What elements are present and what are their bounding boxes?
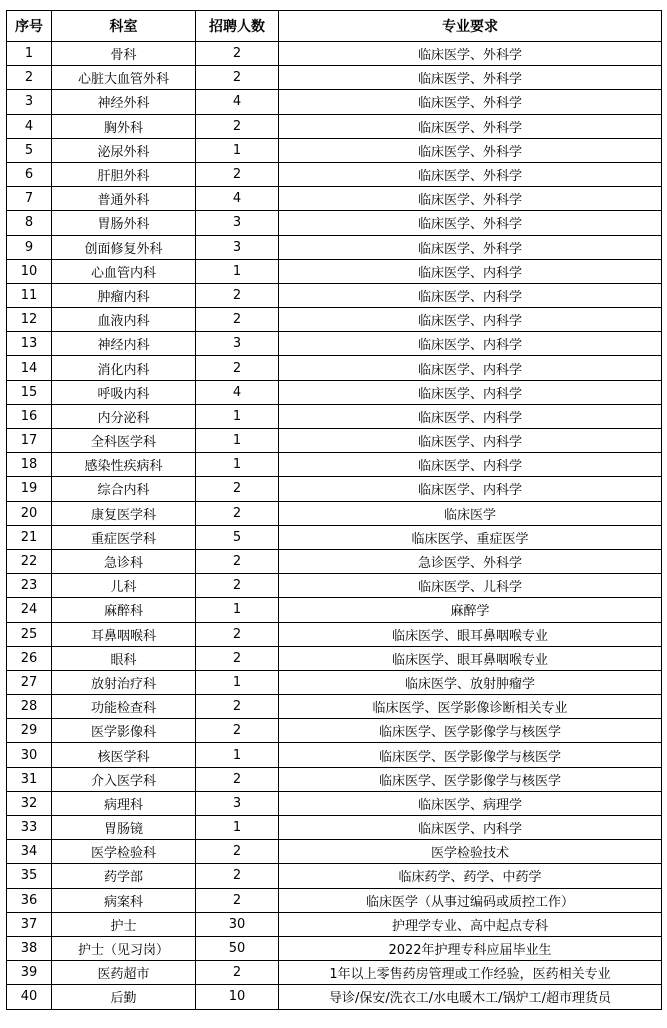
table-row (7, 114, 662, 138)
cell-department: 内分泌科 (52, 404, 196, 428)
cell-department: 胸外科 (52, 114, 196, 138)
header-headcount: 招聘人数 (196, 11, 279, 42)
cell-department: 护士 (52, 912, 196, 936)
cell-headcount: 10 (196, 985, 279, 1009)
cell-headcount: 2 (196, 574, 279, 598)
table-row (7, 90, 662, 114)
cell-index: 37 (7, 912, 52, 936)
cell-index: 19 (7, 477, 52, 501)
cell-headcount: 2 (196, 622, 279, 646)
table-row (7, 767, 662, 791)
cell-index: 2 (7, 66, 52, 90)
cell-index: 40 (7, 985, 52, 1009)
cell-requirements: 临床医学、医学影像学与核医学 (279, 743, 662, 767)
cell-department: 核医学科 (52, 743, 196, 767)
cell-department: 普通外科 (52, 187, 196, 211)
cell-requirements: 临床医学、内科学 (279, 308, 662, 332)
cell-headcount: 3 (196, 235, 279, 259)
table-row (7, 380, 662, 404)
cell-requirements: 临床医学、内科学 (279, 332, 662, 356)
table-row (7, 211, 662, 235)
table-row (7, 743, 662, 767)
cell-headcount: 2 (196, 356, 279, 380)
cell-department: 心血管内科 (52, 259, 196, 283)
table-header-row (7, 11, 662, 42)
cell-index: 24 (7, 598, 52, 622)
cell-department: 康复医学科 (52, 501, 196, 525)
cell-headcount: 1 (196, 453, 279, 477)
cell-index: 23 (7, 574, 52, 598)
cell-index: 22 (7, 549, 52, 573)
cell-index: 1 (7, 42, 52, 66)
cell-requirements: 临床医学（从事过编码或质控工作） (279, 888, 662, 912)
cell-index: 17 (7, 429, 52, 453)
cell-headcount: 1 (196, 404, 279, 428)
cell-headcount: 2 (196, 767, 279, 791)
cell-headcount: 3 (196, 211, 279, 235)
cell-index: 26 (7, 646, 52, 670)
table-row (7, 42, 662, 66)
cell-department: 功能检查科 (52, 695, 196, 719)
table-row (7, 840, 662, 864)
cell-index: 27 (7, 670, 52, 694)
cell-department: 病案科 (52, 888, 196, 912)
cell-headcount: 2 (196, 549, 279, 573)
cell-requirements: 2022年护理专科应届毕业生 (279, 936, 662, 960)
cell-index: 11 (7, 283, 52, 307)
header-index: 序号 (7, 11, 52, 42)
cell-department: 全科医学科 (52, 429, 196, 453)
table-row (7, 259, 662, 283)
cell-requirements: 临床医学、重症医学 (279, 525, 662, 549)
cell-requirements: 临床医学、医学影像学与核医学 (279, 719, 662, 743)
cell-headcount: 1 (196, 598, 279, 622)
cell-requirements: 临床医学、眼耳鼻咽喉专业 (279, 622, 662, 646)
cell-requirements: 临床医学、内科学 (279, 259, 662, 283)
cell-requirements: 临床医学、外科学 (279, 162, 662, 186)
table-row (7, 187, 662, 211)
cell-headcount: 3 (196, 791, 279, 815)
cell-headcount: 2 (196, 66, 279, 90)
cell-index: 6 (7, 162, 52, 186)
cell-department: 血液内科 (52, 308, 196, 332)
cell-headcount: 3 (196, 332, 279, 356)
cell-index: 13 (7, 332, 52, 356)
table-row (7, 598, 662, 622)
cell-requirements: 临床医学、内科学 (279, 404, 662, 428)
table-row (7, 138, 662, 162)
table-row (7, 404, 662, 428)
cell-department: 急诊科 (52, 549, 196, 573)
table-row (7, 719, 662, 743)
table-row (7, 332, 662, 356)
cell-requirements: 1年以上零售药房管理或工作经验，医药相关专业 (279, 961, 662, 985)
cell-department: 泌尿外科 (52, 138, 196, 162)
cell-headcount: 2 (196, 646, 279, 670)
table-row (7, 501, 662, 525)
cell-headcount: 30 (196, 912, 279, 936)
table-row (7, 283, 662, 307)
table-row (7, 622, 662, 646)
cell-index: 30 (7, 743, 52, 767)
cell-department: 重症医学科 (52, 525, 196, 549)
table-row (7, 961, 662, 985)
cell-requirements: 临床医学、内科学 (279, 356, 662, 380)
cell-requirements: 临床医学、儿科学 (279, 574, 662, 598)
cell-requirements: 临床医学、病理学 (279, 791, 662, 815)
cell-headcount: 2 (196, 501, 279, 525)
cell-requirements: 临床医学、外科学 (279, 211, 662, 235)
cell-department: 护士（见习岗） (52, 936, 196, 960)
cell-department: 耳鼻咽喉科 (52, 622, 196, 646)
cell-headcount: 2 (196, 864, 279, 888)
table-row (7, 646, 662, 670)
table-row (7, 66, 662, 90)
cell-headcount: 1 (196, 816, 279, 840)
cell-requirements: 临床药学、药学、中药学 (279, 864, 662, 888)
cell-requirements: 临床医学、外科学 (279, 187, 662, 211)
cell-index: 4 (7, 114, 52, 138)
cell-headcount: 2 (196, 961, 279, 985)
cell-headcount: 5 (196, 525, 279, 549)
cell-index: 21 (7, 525, 52, 549)
table-row (7, 525, 662, 549)
cell-requirements: 临床医学、外科学 (279, 66, 662, 90)
cell-index: 29 (7, 719, 52, 743)
cell-department: 胃肠镜 (52, 816, 196, 840)
table-row (7, 477, 662, 501)
cell-index: 28 (7, 695, 52, 719)
cell-requirements: 临床医学、外科学 (279, 138, 662, 162)
cell-headcount: 2 (196, 888, 279, 912)
cell-requirements: 临床医学、医学影像诊断相关专业 (279, 695, 662, 719)
cell-department: 儿科 (52, 574, 196, 598)
cell-index: 3 (7, 90, 52, 114)
cell-index: 20 (7, 501, 52, 525)
cell-department: 病理科 (52, 791, 196, 815)
table-row (7, 695, 662, 719)
header-department: 科室 (52, 11, 196, 42)
cell-index: 16 (7, 404, 52, 428)
cell-department: 骨科 (52, 42, 196, 66)
cell-requirements: 临床医学、放射肿瘤学 (279, 670, 662, 694)
cell-index: 7 (7, 187, 52, 211)
cell-requirements: 临床医学、内科学 (279, 477, 662, 501)
table-row (7, 162, 662, 186)
table-row (7, 791, 662, 815)
cell-department: 介入医学科 (52, 767, 196, 791)
cell-headcount: 4 (196, 90, 279, 114)
cell-index: 12 (7, 308, 52, 332)
cell-requirements: 医学检验技术 (279, 840, 662, 864)
cell-requirements: 急诊医学、外科学 (279, 549, 662, 573)
cell-headcount: 50 (196, 936, 279, 960)
table-row (7, 235, 662, 259)
table-row (7, 864, 662, 888)
table-row (7, 888, 662, 912)
cell-index: 34 (7, 840, 52, 864)
cell-headcount: 2 (196, 719, 279, 743)
cell-requirements: 临床医学、内科学 (279, 453, 662, 477)
cell-index: 39 (7, 961, 52, 985)
cell-headcount: 2 (196, 42, 279, 66)
cell-requirements: 临床医学、内科学 (279, 429, 662, 453)
table-row (7, 985, 662, 1009)
cell-department: 神经内科 (52, 332, 196, 356)
table-row (7, 453, 662, 477)
cell-index: 31 (7, 767, 52, 791)
cell-department: 肿瘤内科 (52, 283, 196, 307)
table-row (7, 429, 662, 453)
cell-department: 胃肠外科 (52, 211, 196, 235)
table-row (7, 356, 662, 380)
cell-headcount: 2 (196, 695, 279, 719)
cell-department: 医学影像科 (52, 719, 196, 743)
cell-index: 8 (7, 211, 52, 235)
cell-index: 10 (7, 259, 52, 283)
cell-index: 18 (7, 453, 52, 477)
cell-headcount: 2 (196, 114, 279, 138)
cell-headcount: 2 (196, 162, 279, 186)
cell-headcount: 4 (196, 187, 279, 211)
table-row (7, 574, 662, 598)
cell-department: 综合内科 (52, 477, 196, 501)
table-body (7, 42, 662, 1010)
cell-headcount: 1 (196, 670, 279, 694)
cell-requirements: 护理学专业、高中起点专科 (279, 912, 662, 936)
cell-requirements: 临床医学、眼耳鼻咽喉专业 (279, 646, 662, 670)
cell-department: 心脏大血管外科 (52, 66, 196, 90)
cell-department: 放射治疗科 (52, 670, 196, 694)
cell-headcount: 2 (196, 840, 279, 864)
cell-department: 肝胆外科 (52, 162, 196, 186)
cell-requirements: 临床医学 (279, 501, 662, 525)
cell-department: 神经外科 (52, 90, 196, 114)
cell-headcount: 1 (196, 138, 279, 162)
cell-headcount: 4 (196, 380, 279, 404)
cell-requirements: 临床医学、外科学 (279, 42, 662, 66)
cell-headcount: 1 (196, 429, 279, 453)
table-row (7, 308, 662, 332)
cell-headcount: 1 (196, 743, 279, 767)
cell-department: 后勤 (52, 985, 196, 1009)
cell-department: 消化内科 (52, 356, 196, 380)
recruitment-table (6, 10, 662, 1010)
cell-department: 医学检验科 (52, 840, 196, 864)
cell-requirements: 临床医学、内科学 (279, 283, 662, 307)
cell-requirements: 临床医学、内科学 (279, 380, 662, 404)
cell-requirements: 麻醉学 (279, 598, 662, 622)
cell-requirements: 临床医学、外科学 (279, 235, 662, 259)
table-row (7, 936, 662, 960)
cell-requirements: 临床医学、内科学 (279, 816, 662, 840)
cell-requirements: 导诊/保安/洗衣工/水电暖木工/锅炉工/超市理货员 (279, 985, 662, 1009)
cell-index: 38 (7, 936, 52, 960)
cell-department: 感染性疾病科 (52, 453, 196, 477)
cell-department: 创面修复外科 (52, 235, 196, 259)
cell-department: 呼吸内科 (52, 380, 196, 404)
table-row (7, 549, 662, 573)
recruitment-table-container (6, 10, 662, 1010)
cell-requirements: 临床医学、外科学 (279, 114, 662, 138)
cell-department: 药学部 (52, 864, 196, 888)
cell-department: 医药超市 (52, 961, 196, 985)
cell-requirements: 临床医学、医学影像学与核医学 (279, 767, 662, 791)
cell-department: 眼科 (52, 646, 196, 670)
cell-index: 25 (7, 622, 52, 646)
cell-index: 32 (7, 791, 52, 815)
cell-requirements: 临床医学、外科学 (279, 90, 662, 114)
table-row (7, 912, 662, 936)
cell-headcount: 1 (196, 259, 279, 283)
table-row (7, 670, 662, 694)
cell-index: 33 (7, 816, 52, 840)
cell-index: 9 (7, 235, 52, 259)
cell-index: 36 (7, 888, 52, 912)
cell-headcount: 2 (196, 477, 279, 501)
cell-headcount: 2 (196, 308, 279, 332)
cell-headcount: 2 (196, 283, 279, 307)
cell-index: 15 (7, 380, 52, 404)
table-row (7, 816, 662, 840)
cell-index: 14 (7, 356, 52, 380)
cell-index: 5 (7, 138, 52, 162)
header-requirements: 专业要求 (279, 11, 662, 42)
cell-department: 麻醉科 (52, 598, 196, 622)
cell-index: 35 (7, 864, 52, 888)
